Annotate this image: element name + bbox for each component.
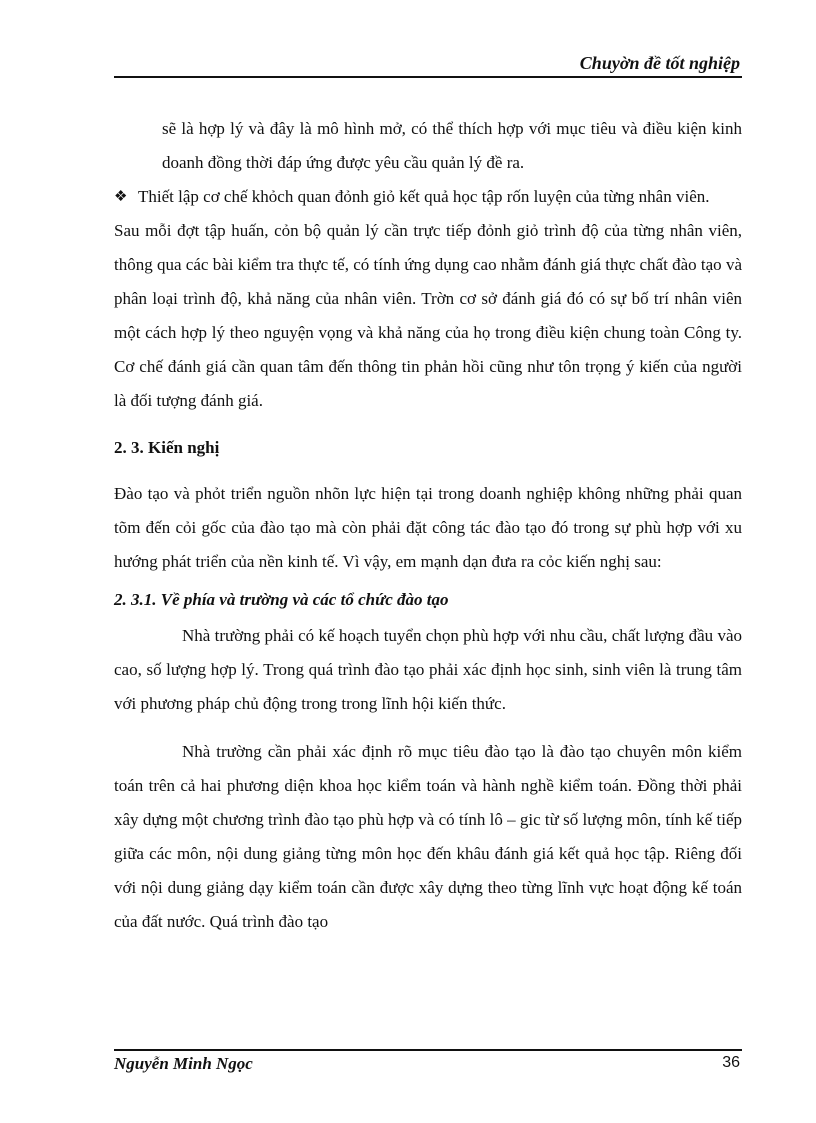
paragraph-school-objectives: Nhà trường cần phải xác định rõ mục tiêu đào tạo là đào tạo chuyên môn kiểm toán trên cả hai phương diện khoa học kiểm toán và hành nghề kiểm toán. Đồng thời phải xây dựng một chương trình đào tạo phù hợp và có tính lô – gic từ số lượng môn, tính kế tiếp giữa các môn, nội dung giảng từng môn học đến khâu đánh giá kết quả học tập. Riêng đối với nội dung giảng dạy kiểm toán cần được xây dựng theo từng lĩnh vực hoạt động kế toán của đất nước. Quá trình đào tạo (114, 742, 742, 931)
section-heading-2-3-1: 2. 3.1. Về phía và trường và các tổ chức đào tạo (114, 590, 449, 609)
page-content (114, 112, 742, 939)
footer-author: Nguyễn Minh Ngọc (114, 1054, 253, 1073)
section-heading-2-3: 2. 3. Kiến nghị (114, 438, 220, 457)
header-divider (114, 76, 742, 78)
paragraph-recommendations-intro: Đào tạo và phỏt triển nguồn nhõn lực hiện tại trong doanh nghiệp không những phải quan tõm đến cỏi gốc của đào tạo mà còn phải đặt công tác đào tạo đó trong sự phù hợp với xu hướng phát triển của nền kinh tế. Vì vậy, em mạnh dạn đưa ra cỏc kiến nghị sau: (114, 484, 742, 571)
paragraph-continuation: sẽ là hợp lý và đây là mô hình mở, có thể thích hợp với mục tiêu và điều kiện kinh doanh đồng thời đáp ứng được yêu cầu quản lý đề ra. (162, 119, 742, 172)
diamond-bullet-icon: ❖ (114, 189, 128, 205)
footer-divider (114, 1049, 742, 1051)
paragraph-school-selection: Nhà trường phải có kế hoạch tuyển chọn phù hợp với nhu cầu, chất lượng đầu vào cao, số lượng hợp lý. Trong quá trình đào tạo phải xác định học sinh, sinh viên là trung tâm với phương pháp chủ động trong trong lĩnh hội kiến thức. (114, 626, 742, 713)
bullet-item (114, 180, 742, 214)
header-title: Chuyờn đề tốt nghiệp (579, 53, 740, 73)
bullet-item-text: Thiết lập cơ chế khỏch quan đỏnh giỏ kết quả học tập rốn luyện của từng nhân viên. (138, 187, 710, 206)
paragraph-evaluation: Sau mỗi đợt tập huấn, cỏn bộ quản lý cần trực tiếp đỏnh giỏ trình độ của từng nhân viên, thông qua các bài kiểm tra thực tế, có tính ứng dụng cao nhằm đánh giá thực chất đào tạo và phân loại trình độ, khả năng của nhân viên. Trờn cơ sở đánh giá đó có sự bố trí nhân viên một cách hợp lý theo nguyện vọng và khả năng của họ trong điều kiện chung toàn Công ty. Cơ chế đánh giá cần quan tâm đến thông tin phản hồi cũng như tôn trọng ý kiến của người là đối tượng đánh giá. (114, 221, 742, 410)
page-number: 36 (722, 1054, 740, 1071)
